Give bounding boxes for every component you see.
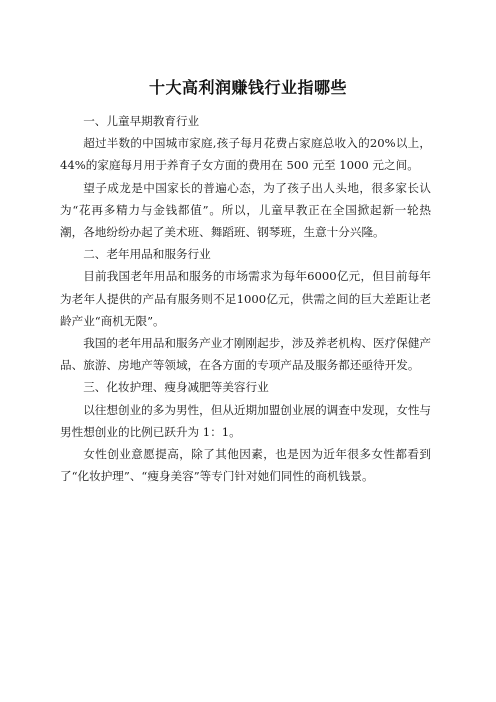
document-body xyxy=(60,110,431,487)
paragraph: 目前我国老年用品和服务的市场需求为每年6000亿元，但目前每年为老年人提供的产品有服务则不足1000亿元，供需之间的巨大差距让老龄产业“商机无限”。 xyxy=(60,269,431,328)
paragraph: 我国的老年用品和服务产业才刚刚起步，涉及养老机构、医疗保健产品、旅游、房地产等领域，在各方面的专项产品及服务都还亟待开发。 xyxy=(60,336,432,373)
section-heading-1: 一、儿童早期教育行业 xyxy=(83,114,200,128)
paragraph: 女性创业意愿提高，除了其他因素，也是因为近年很多女性都看到了“化妆护理”、“瘦身美容”等专门针对她们同性的商机钱景。 xyxy=(60,447,431,484)
paragraph: 望子成龙是中国家长的普遍心态，为了孩子出人头地，很多家长认为“花再多精力与金钱都值”。所以，儿童早教正在全国掀起新一轮热潮，各地纷纷办起了美术班、舞蹈班、钢琴班，生意十分兴隆。 xyxy=(60,180,431,240)
paragraph: 超过半数的中国城市家庭,孩子每月花费占家庭总收入的20%以上，44%的家庭每月用于养育子女方面的费用在 500 元至 1000 元之间。 xyxy=(60,136,431,173)
paragraph: 以往想创业的多为男性，但从近期加盟创业展的调查中发现，女性与男性想创业的比例已跃升为 1：1。 xyxy=(60,402,432,439)
section-heading-2: 二、老年用品和服务行业 xyxy=(83,247,211,262)
section-heading-3: 三、化妆护理、瘦身减肥等美容行业 xyxy=(83,380,269,395)
document-title: 十大高利润赚钱行业指哪些 xyxy=(148,78,347,97)
